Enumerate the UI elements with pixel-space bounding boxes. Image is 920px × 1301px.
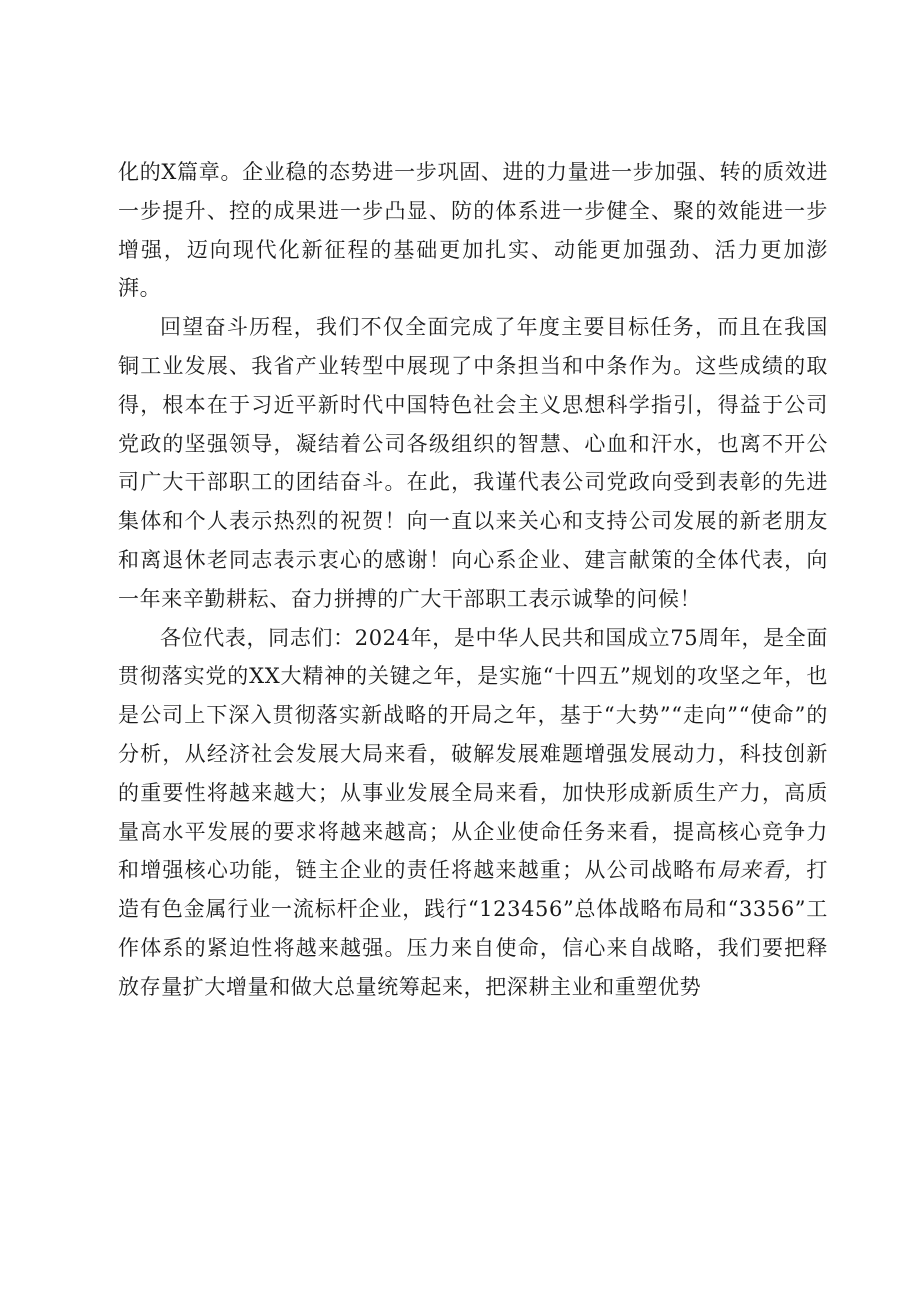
paragraph-text-part-2: 打造有色金属行业一流标杆企业，践行“123456”总体战略布局和“3356”工作体系的紧迫性将越来越强。压力来自使命，信心来自战略，我们要把释放存量扩大增量和做大总量统筹起来，把深耕主业和重塑优势 bbox=[118, 858, 828, 999]
paragraph-address-delegates bbox=[118, 619, 828, 1007]
body-text bbox=[118, 153, 828, 1007]
paragraph-text-part-1: 各位代表，同志们：2024年，是中华人民共和国成立75周年，是全面贯彻落实党的XX大精神的关键之年，是实施“十四五”规划的攻坚之年，也是公司上下深入贯彻落实新战略的开局之年，基于“大势”“走向”“使命”的分析，从经济社会发展大局来看，破解发展难题增强发展动力，科技创新的重要性将越来越大；从事业发展全局来看，加快形成新质生产力，高质量高水平发展的要求将越来越高；从企业使命任务来看，提高核心竞争力和增强核心功能，链主企业的责任将越来越重；从公司战略布 bbox=[118, 625, 828, 883]
paragraph-review-achievements: 回望奋斗历程，我们不仅全面完成了年度主要目标任务，而且在我国铜工业发展、我省产业转型中展现了中条担当和中条作为。这些成绩的取得，根本在于习近平新时代中国特色社会主义思想科学指引，得益于公司党政的坚强领导，凝结着公司各级组织的智慧、心血和汗水，也离不开公司广大干部职工的团结奋斗。在此，我谨代表公司党政向受到表彰的先进集体和个人表示热烈的祝贺！向一直以来关心和支持公司发展的新老朋友和离退休老同志表示衷心的感谢！向心系企业、建言献策的全体代表，向一年来辛勤耕耘、奋力拼搏的广大干部职工表示诚挚的问候！ bbox=[118, 315, 828, 611]
paragraph-text-italic-part: 局来看， bbox=[717, 858, 807, 883]
paragraph-continuation: 化的X篇章。企业稳的态势进一步巩固、进的力量进一步加强、转的质效进一步提升、控的成果进一步凸显、防的体系进一步健全、聚的效能进一步增强，迈向现代化新征程的基础更加扎实、动能更加强劲、活力更加澎湃。 bbox=[118, 160, 828, 301]
